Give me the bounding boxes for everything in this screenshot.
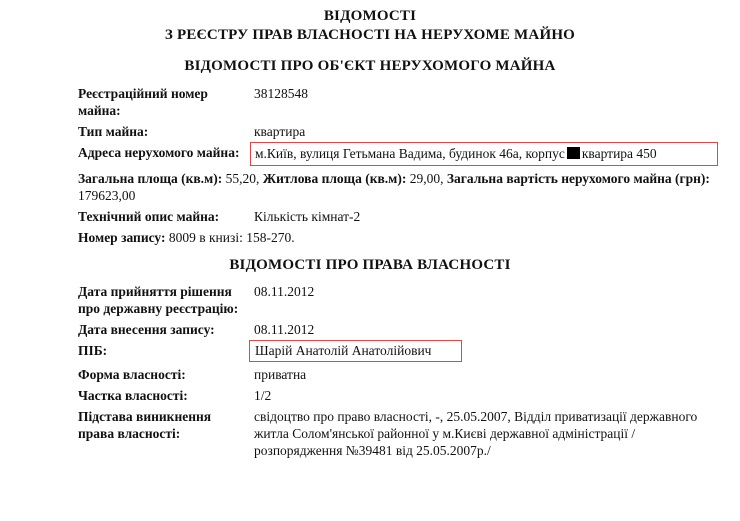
field-value-owner-name-wrap — [254, 342, 718, 362]
document-title-line-1: ВІДОМОСТІ — [323, 8, 417, 24]
field-label-living-area: Житлова площа (кв.м): — [262, 171, 407, 186]
field-owner-name — [78, 342, 718, 362]
field-value-technical-description: Кількість кімнат-2 — [254, 209, 361, 224]
field-value-ownership-form: приватна — [254, 367, 307, 382]
field-label-decision-date: Дата прийняття рішення про державну реєстрацію: — [78, 284, 239, 316]
document-title-line-2: З РЕЄСТРУ ПРАВ ВЛАСНОСТІ НА НЕРУХОМЕ МАЙНО — [164, 27, 576, 43]
field-value-property-type: квартира — [254, 124, 306, 139]
field-value-total-value: 179623,00 — [78, 188, 136, 203]
property-details-block — [0, 85, 740, 246]
field-value-total-area: 55,20 — [225, 171, 256, 186]
field-record-date — [78, 321, 718, 338]
field-label-record-date: Дата внесення запису: — [78, 322, 215, 337]
address-text-part-1: м.Київ, вулиця Гетьмана Вадима, будинок 46а, корпус — [255, 146, 565, 161]
field-label-ownership-share: Частка власності: — [78, 388, 188, 403]
address-text-part-2: квартира 450 — [581, 146, 657, 161]
field-label-ownership-basis: Підстава виникнення права власності: — [78, 409, 212, 441]
ownership-details-block — [0, 283, 740, 459]
section-heading-property: ВІДОМОСТІ ПРО ОБ'ЄКТ НЕРУХОМОГО МАЙНА — [184, 58, 556, 74]
field-value-registration-number: 38128548 — [254, 86, 308, 101]
field-value-ownership-basis: свідоцтво про право власності, -, 25.05.2007, Відділ приватизації державного житла Солом'янської районної у м.Києві державної адміністрації /розпорядження №39481 від 25.05.2007р./ — [254, 409, 698, 458]
document-title — [0, 0, 740, 45]
redaction-block-icon — [567, 147, 580, 159]
address-highlight-box — [250, 142, 718, 166]
field-label-technical-description: Технічний опис майна: — [78, 209, 220, 224]
field-ownership-form — [78, 366, 718, 383]
field-record-number — [78, 229, 718, 246]
field-technical-description — [78, 208, 718, 225]
field-value-record-date: 08.11.2012 — [254, 322, 315, 337]
field-value-address-highlight — [250, 142, 718, 166]
field-ownership-share — [78, 387, 718, 404]
field-registration-number — [78, 85, 718, 119]
field-label-owner-name: ПІБ: — [78, 343, 108, 358]
field-label-ownership-form: Форма власності: — [78, 367, 186, 382]
field-label-total-value: Загальна вартість нерухомого майна (грн): — [446, 171, 710, 186]
field-address — [78, 144, 718, 166]
field-value-record-number: 8009 в книзі: 158-270. — [168, 230, 295, 245]
field-label-property-type: Тип майна: — [78, 124, 149, 139]
field-label-total-area: Загальна площа (кв.м): — [78, 171, 223, 186]
field-areas-and-value: Загальна площа (кв.м): 55,20, Житлова площа (кв.м): 29,00, Загальна вартість нерухомого майна (грн): 179623,00 — [78, 171, 710, 203]
field-value-decision-date: 08.11.2012 — [254, 284, 315, 299]
field-decision-date — [78, 283, 718, 317]
field-value-living-area: 29,00 — [409, 171, 441, 186]
field-label-address: Адреса нерухомого майна: — [78, 145, 240, 160]
field-property-type — [78, 123, 718, 140]
field-value-ownership-share: 1/2 — [254, 388, 272, 403]
field-label-registration-number: Реєстраційний номер майна: — [78, 86, 208, 118]
field-label-record-number: Номер запису: — [78, 230, 166, 245]
owner-name-highlight-box: Шарій Анатолій Анатолійович — [249, 340, 462, 362]
field-ownership-basis — [78, 408, 718, 459]
section-heading-ownership: ВІДОМОСТІ ПРО ПРАВА ВЛАСНОСТІ — [229, 257, 511, 273]
